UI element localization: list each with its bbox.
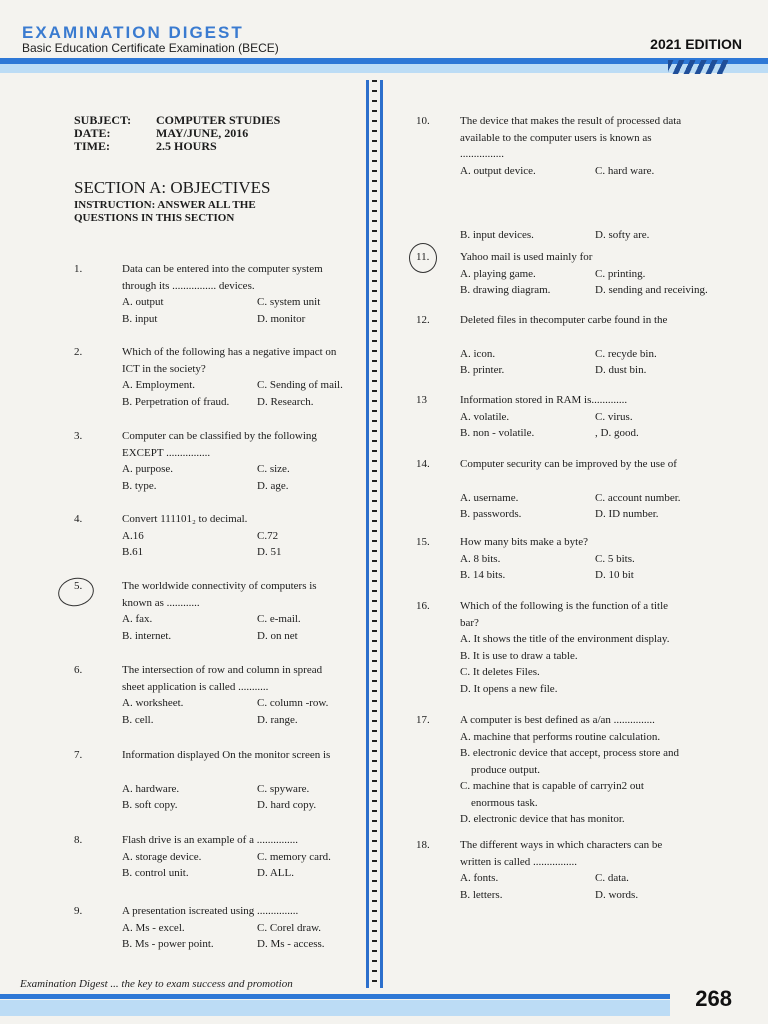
answer-option: D. ALL. <box>257 867 294 879</box>
question-stem-line: The intersection of row and column in spread <box>122 664 323 676</box>
answer-option: A. playing game. <box>460 267 536 280</box>
pen-circle-q11 <box>409 243 437 273</box>
question-stem-line: Computer can be classified by the following <box>122 430 317 442</box>
page-number: 268 <box>695 986 732 1011</box>
question-stem-line: through its ................ devices. <box>122 279 255 292</box>
answer-option: D. Research. <box>257 395 314 408</box>
question-number: 5. <box>74 580 83 592</box>
question-number: 8. <box>74 834 83 846</box>
answer-option: A. storage device. <box>122 850 202 863</box>
question-stem-line: Information displayed On the monitor screen is <box>122 749 331 761</box>
question-stem-line: Yahoo mail is used mainly for <box>460 251 593 263</box>
answer-option: C. size. <box>257 463 290 475</box>
question-stem-line: A computer is best defined as a/an ............... <box>460 714 655 726</box>
footer-tagline: Examination Digest ... the key to exam success and promotion <box>20 978 293 990</box>
answer-option: A. It shows the title of the environment display. <box>460 633 670 645</box>
answer-option: B. soft copy. <box>122 799 178 811</box>
question-stem-line: available to the computer users is known as <box>460 131 652 144</box>
question-stem-line: sheet application is called ........... <box>122 680 269 693</box>
question-stem-line: written is called ................ <box>460 855 578 868</box>
answer-option: A. purpose. <box>122 463 174 475</box>
section-title: SECTION A: OBJECTIVES <box>74 178 271 197</box>
brand-title: EXAMINATION DIGEST <box>22 23 244 42</box>
answer-option: B. electronic device that accept, process store and <box>460 747 679 759</box>
answer-option: C. data. <box>595 872 629 884</box>
answer-option: C. Corel draw. <box>257 921 322 934</box>
question-stem-line: ICT in the society? <box>122 362 206 375</box>
question-stem-line: Which of the following is the function of a title <box>460 600 669 612</box>
question-stem-line: Deleted files in thecomputer carbe found in the <box>460 314 668 326</box>
question-stem-line: EXCEPT ................ <box>122 446 211 459</box>
question-stem-line: The worldwide connectivity of computers is <box>122 580 317 592</box>
question-stem-line: Information stored in RAM is............. <box>460 394 628 406</box>
answer-option: C. account number. <box>595 491 681 504</box>
question-stem-line: A presentation iscreated using ............... <box>122 905 299 917</box>
question-number: 18. <box>416 839 430 851</box>
subject-value: COMPUTER STUDIES <box>156 113 281 127</box>
question-stem-line: Data can be entered into the computer system <box>122 263 323 275</box>
answer-option: D. on net <box>257 629 298 642</box>
answer-option: D. 51 <box>257 546 282 558</box>
answer-option: C. virus. <box>595 410 633 423</box>
question-number: 16. <box>416 600 430 612</box>
answer-option: C. column -row. <box>257 697 329 709</box>
answer-option: A. hardware. <box>122 782 180 795</box>
question-number: 17. <box>416 714 430 726</box>
answer-option: D. range. <box>257 713 298 726</box>
question-number: 7. <box>74 749 83 761</box>
answer-option: A.16 <box>122 529 144 542</box>
answer-option: enormous task. <box>460 796 538 809</box>
question-stem-line: bar? <box>460 616 479 629</box>
answer-option: A. fax. <box>122 613 153 625</box>
answer-option: B. drawing diagram. <box>460 284 551 296</box>
answer-option: C. Sending of mail. <box>257 379 343 391</box>
answer-option: B.61 <box>122 546 144 558</box>
question-number: 12. <box>416 314 430 326</box>
answer-option: D. Ms - access. <box>257 938 325 950</box>
subject-label: SUBJECT: <box>74 113 132 127</box>
answer-option: C. memory card. <box>257 850 331 863</box>
answer-option: A. Employment. <box>122 379 196 391</box>
question-stem-line: Which of the following has a negative impact on <box>122 346 337 358</box>
exam-info <box>74 114 280 153</box>
answer-option: A. icon. <box>460 347 496 360</box>
answer-option: D. ID number. <box>595 508 659 520</box>
answer-option: C. spyware. <box>257 782 310 795</box>
question-stem-line: How many bits make a byte? <box>460 536 588 548</box>
question-number: 3. <box>74 430 83 442</box>
answer-option: A. machine that performs routine calculation. <box>460 730 661 743</box>
answer-option: C. It deletes Files. <box>460 666 540 678</box>
header-band <box>0 58 768 76</box>
answer-option: D. 10 bit <box>595 569 634 581</box>
answer-option: D. words. <box>595 888 639 901</box>
answer-option: B. Ms - power point. <box>122 938 214 950</box>
answer-option: , D. good. <box>595 427 639 439</box>
answer-option: D. monitor <box>257 312 306 325</box>
question-stem-line: Flash drive is an example of a ............... <box>122 834 298 846</box>
answer-option: D. softy are. <box>595 229 650 241</box>
question-number: 4. <box>74 513 83 525</box>
answer-option: B. internet. <box>122 629 172 642</box>
answer-option: C. system unit <box>257 296 321 308</box>
footer-band <box>0 992 768 1024</box>
answer-option: A. 8 bits. <box>460 552 501 565</box>
answer-option: D. age. <box>257 479 289 492</box>
date-label: DATE: <box>74 126 111 140</box>
question-number: 2. <box>74 346 83 358</box>
answer-option: C. e-mail. <box>257 613 301 625</box>
answer-option: A. Ms - excel. <box>122 921 185 934</box>
question-number: 6. <box>74 664 83 676</box>
answer-option: D. electronic device that has monitor. <box>460 813 625 825</box>
answer-option: B. type. <box>122 479 157 492</box>
answer-option: B. letters. <box>460 888 503 901</box>
answer-option: B. printer. <box>460 364 505 376</box>
answer-option: B. input <box>122 312 158 325</box>
answer-option: C. 5 bits. <box>595 552 635 565</box>
answer-option: B. Perpetration of fraud. <box>122 395 230 408</box>
answer-option: D. It opens a new file. <box>460 682 558 695</box>
answer-option: B. It is use to draw a table. <box>460 649 578 662</box>
time-label: TIME: <box>74 139 110 153</box>
question-number: 14. <box>416 458 430 470</box>
question-stem-line: known as ............ <box>122 596 200 609</box>
answer-option: produce output. <box>460 763 541 776</box>
answer-option: D. dust bin. <box>595 364 647 376</box>
question-stem-line: The device that makes the result of processed data <box>460 115 682 127</box>
answer-option: C. hard ware. <box>595 164 655 177</box>
edition-label: 2021 EDITION <box>650 36 742 52</box>
time-value: 2.5 HOURS <box>156 139 217 153</box>
question-number: 15. <box>416 536 430 548</box>
question-number: 1. <box>74 263 83 275</box>
answer-option: C. recyde bin. <box>595 347 657 360</box>
instruction: INSTRUCTION: ANSWER ALL THE QUESTIONS IN THIS SECTION <box>74 199 256 224</box>
answer-option: A. output device. <box>460 164 536 177</box>
question-stem-line: Convert 111101₂ to decimal. <box>122 513 248 525</box>
question-stem-line: ................ <box>460 148 504 160</box>
answer-option: B. non - volatile. <box>460 427 535 439</box>
answer-option: D. hard copy. <box>257 799 317 811</box>
answer-option: C. printing. <box>595 267 646 280</box>
answer-option: B. input devices. <box>460 229 534 241</box>
answer-option: B. control unit. <box>122 867 189 879</box>
pen-circle-q5 <box>55 575 96 610</box>
answer-option: C. machine that is capable of carryin2 out <box>460 780 644 792</box>
answer-option: B. 14 bits. <box>460 569 506 581</box>
question-number: 13 <box>416 394 427 406</box>
question-number: 11. <box>416 251 430 263</box>
answer-option: D. sending and receiving. <box>595 284 708 296</box>
answer-option: A. volatile. <box>460 410 510 423</box>
answer-option: C.72 <box>257 529 279 542</box>
brand-subtitle: Basic Education Certificate Examination (BECE) <box>22 41 279 55</box>
question-number: 10. <box>416 115 430 127</box>
answer-option: B. passwords. <box>460 508 522 520</box>
question-stem-line: The different ways in which characters can be <box>460 839 663 851</box>
question-number: 9. <box>74 905 83 917</box>
answer-option: B. cell. <box>122 713 154 726</box>
date-value: MAY/JUNE, 2016 <box>156 126 249 140</box>
answer-option: A. username. <box>460 491 519 504</box>
answer-option: A. fonts. <box>460 872 499 884</box>
answer-option: A. output <box>122 296 164 308</box>
question-stem-line: Computer security can be improved by the use of <box>460 458 677 470</box>
answer-option: A. worksheet. <box>122 697 184 709</box>
